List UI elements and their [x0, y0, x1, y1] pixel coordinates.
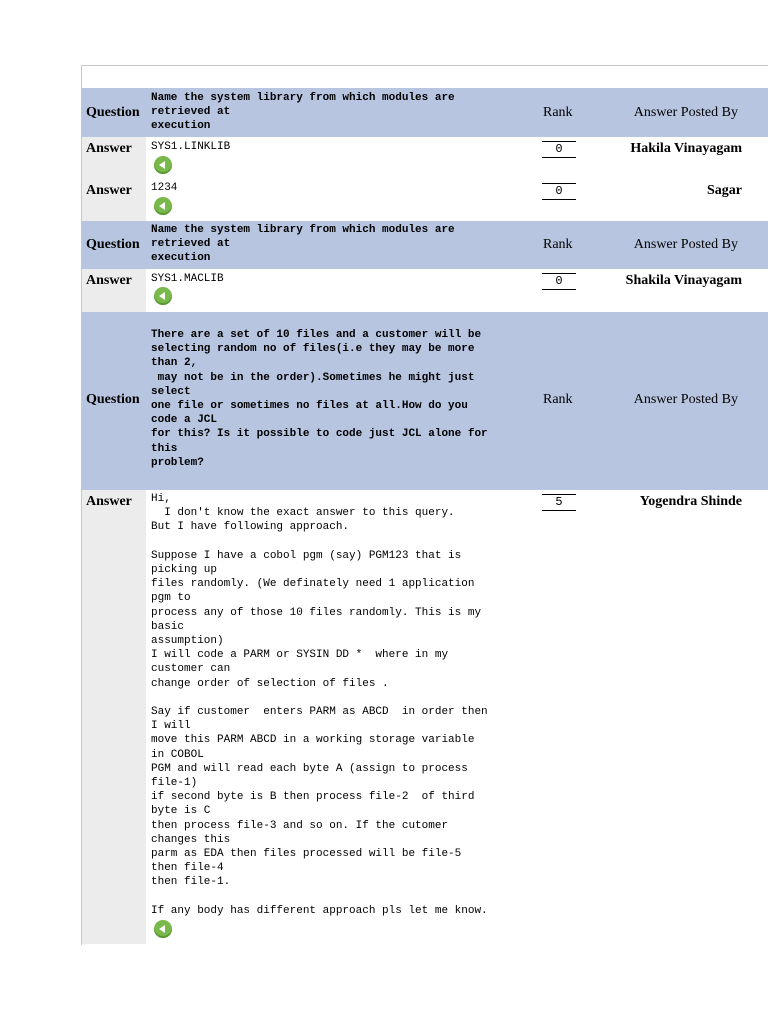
- answer-posted-by-header: Answer Posted By: [633, 105, 738, 120]
- answer-label: Answer: [86, 183, 132, 198]
- back-arrow-icon[interactable]: [154, 156, 172, 174]
- answer-text: SYS1.LINKLIB: [151, 141, 231, 153]
- answer-row: [82, 490, 768, 944]
- question-row: [82, 221, 768, 269]
- rank-header: Rank: [543, 392, 573, 407]
- question-row: [82, 312, 768, 490]
- answer-label-cell: [82, 490, 146, 944]
- answer-text: 1234: [151, 182, 178, 194]
- answer-row: [82, 179, 768, 221]
- rank-header: Rank: [543, 237, 573, 252]
- question-label: Question: [86, 105, 140, 120]
- answer-label: Answer: [86, 141, 132, 156]
- back-arrow-icon[interactable]: [154, 197, 172, 215]
- answer-row: [82, 269, 768, 312]
- back-arrow-icon[interactable]: [154, 920, 172, 938]
- rank-value[interactable]: 5: [542, 494, 576, 511]
- answer-posted-by-header: Answer Posted By: [633, 392, 738, 407]
- question-text: There are a set of 10 files and a customer will be selecting random no of files(i.e they may be more than 2, may not be in the order).Sometimes he might just select one file or sometimes no files at all.How do you code a JCL for this? Is it possible to code just JCL alone for this problem?: [151, 329, 488, 469]
- answer-author: Sagar: [707, 183, 742, 198]
- answer-author: Yogendra Shinde: [639, 494, 742, 509]
- question-text: Name the system library from which modules are retrieved at execution: [151, 224, 455, 265]
- answer-label: Answer: [86, 494, 132, 509]
- question-row: [82, 88, 768, 137]
- rank-value[interactable]: 0: [542, 183, 576, 200]
- question-label: Question: [86, 392, 140, 407]
- rank-header: Rank: [543, 105, 573, 120]
- rank-value[interactable]: 0: [542, 141, 576, 158]
- answer-row: [82, 137, 768, 179]
- answer-text: Hi, I don't know the exact answer to this query. But I have following approach. Suppose I have a cobol pgm (say) PGM123 that is picking up files randomly. (We definately need 1 application pgm to process any of those 10 files randomly. This is my basic assumption) I will code a PARM or SYSIN DD * where in my customer can change order of selection of files . Say if customer enters PARM as ABCD in order then I will move this PARM ABCD in a working storage variable in COBOL PGM and will read each byte A (assign to process file-1) if second byte is B then process file-2 of third byte is C then process file-3 and so on. If the cutomer changes this parm as EDA then files processed will be file-5 then file-4 then file-1. If any body has different approach pls let me know.: [151, 493, 488, 917]
- answer-label: Answer: [86, 273, 132, 288]
- answer-author: Hakila Vinayagam: [630, 141, 742, 156]
- question-label: Question: [86, 237, 140, 252]
- answer-posted-by-header: Answer Posted By: [633, 237, 738, 252]
- answer-author: Shakila Vinayagam: [625, 273, 742, 288]
- answer-text: SYS1.MACLIB: [151, 273, 224, 285]
- back-arrow-icon[interactable]: [154, 287, 172, 305]
- question-text: Name the system library from which modules are retrieved at execution: [151, 92, 455, 133]
- rank-value[interactable]: 0: [542, 273, 576, 290]
